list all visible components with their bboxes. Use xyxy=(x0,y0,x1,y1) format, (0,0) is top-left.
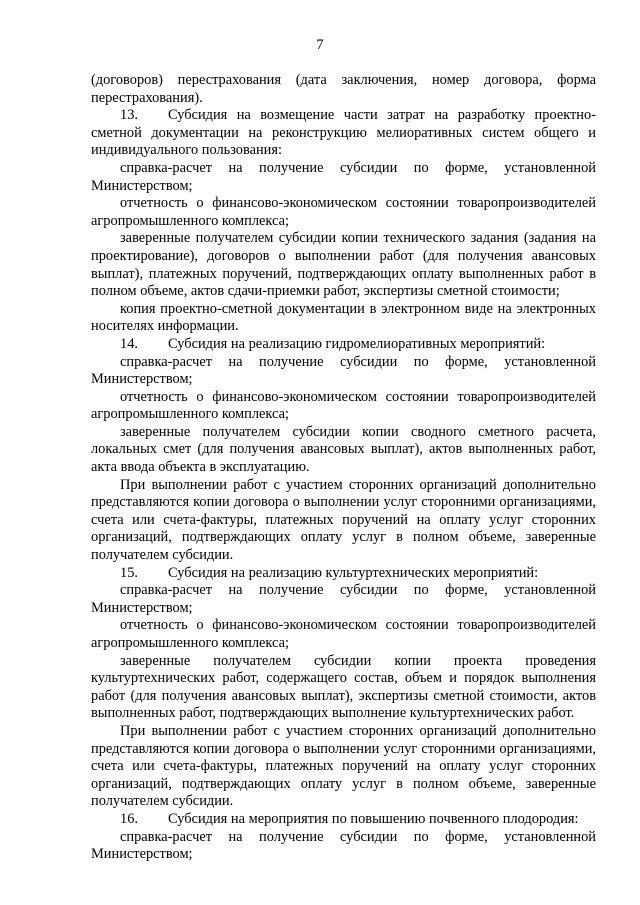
paragraph xyxy=(91,354,596,389)
paragraph xyxy=(91,301,596,336)
numbered-paragraph xyxy=(91,107,596,160)
paragraph xyxy=(91,160,596,195)
paragraph-text: заверенные получателем субсидии копии сводного сметного расчета, локальных смет (для получения авансовых выплат), актов выполненных работ, акта ввода объекта в эксплуатацию. xyxy=(91,423,596,476)
paragraph-text: Субсидия на мероприятия по повышению почвенного плодородия: xyxy=(168,810,579,827)
paragraph xyxy=(91,829,596,864)
document-body xyxy=(91,72,596,864)
paragraph xyxy=(91,617,596,652)
continuation-paragraph xyxy=(91,72,596,107)
paragraph-text: отчетность о финансово-экономическом состоянии товаропроизводителей агропромышленного комплекса; xyxy=(91,195,596,229)
paragraph-number: 14. xyxy=(120,335,138,352)
paragraph-text: справка-расчет на получение субсидии по форме, установленной Министерством; xyxy=(91,828,596,863)
paragraph xyxy=(91,230,596,300)
page-number: 7 xyxy=(316,37,324,53)
paragraph-text: справка-расчет на получение субсидии по форме, установленной Министерством; xyxy=(91,582,596,616)
paragraph-text: заверенные получателем субсидии копии технического задания (задания на проектирование), договоров о выполнении работ (для получения авансовых выплат), платежных поручений, подтверждающих оплату выполненных работ в полном объеме, актов сдачи-приемки работ, экспертизы сметной стоимости; xyxy=(91,230,596,300)
paragraph xyxy=(91,723,596,811)
paragraph-number: 16. xyxy=(120,810,138,827)
paragraph-text: заверенные получателем субсидии копии проекта проведения культуртехнических работ, содержащего состав, объем и порядок выполнения работ (для получения авансовых выплат), экспертизы сметной стоимости, актов выполненных работ, подтверждающих выполнение культуртехнических работ. xyxy=(91,652,596,722)
paragraph-text: Субсидия на реализацию культуртехнических мероприятий: xyxy=(168,564,539,581)
paragraph-text: справка-расчет на получение субсидии по форме, установленной Министерством; xyxy=(91,159,596,194)
paragraph-text: При выполнении работ с участием сторонних организаций дополнительно представляются копии договора о выполнении услуг сторонними организациями, счета или счета-фактуры, платежных поручений на оплату услуг сторонних организаций, подтверждающих оплату услуг в полном объеме, заверенные получателем субсидии. xyxy=(91,722,596,810)
paragraph-text: отчетность о финансово-экономическом состоянии товаропроизводителей агропромышленного комплекса; xyxy=(91,388,596,423)
paragraph xyxy=(91,653,596,723)
paragraph-text: Субсидия на возмещение части затрат на разработку проектно-сметной документации на реконструкцию мелиоративных систем общего и индивидуального пользования: xyxy=(91,107,596,159)
paragraph-number: 13. xyxy=(120,107,138,124)
paragraph-text: справка-расчет на получение субсидии по форме, установленной Министерством; xyxy=(91,353,596,388)
paragraph xyxy=(91,389,596,424)
paragraph xyxy=(91,477,596,565)
paragraph xyxy=(91,195,596,230)
paragraph-text: копия проектно-сметной документации в электронном виде на электронных носителях информации. xyxy=(91,300,596,335)
paragraph-text: Субсидия на реализацию гидромелиоративных мероприятий: xyxy=(168,335,546,352)
paragraph xyxy=(91,582,596,617)
numbered-paragraph xyxy=(91,336,596,354)
numbered-paragraph xyxy=(91,811,596,829)
paragraph-text: (договоров) перестрахования (дата заключения, номер договора, форма перестрахования). xyxy=(91,72,596,106)
paragraph-text: При выполнении работ с участием сторонних организаций дополнительно представляются копии договора о выполнении услуг сторонними организациями, счета или счета-фактуры, платежных поручений на оплату услуг сторонних организаций, подтверждающих оплату услуг в полном объеме, заверенные получателем субсидии. xyxy=(91,476,596,564)
paragraph xyxy=(91,424,596,477)
numbered-paragraph xyxy=(91,565,596,583)
paragraph-text: отчетность о финансово-экономическом состоянии товаропроизводителей агропромышленного комплекса; xyxy=(91,617,596,651)
paragraph-number: 15. xyxy=(120,564,138,581)
